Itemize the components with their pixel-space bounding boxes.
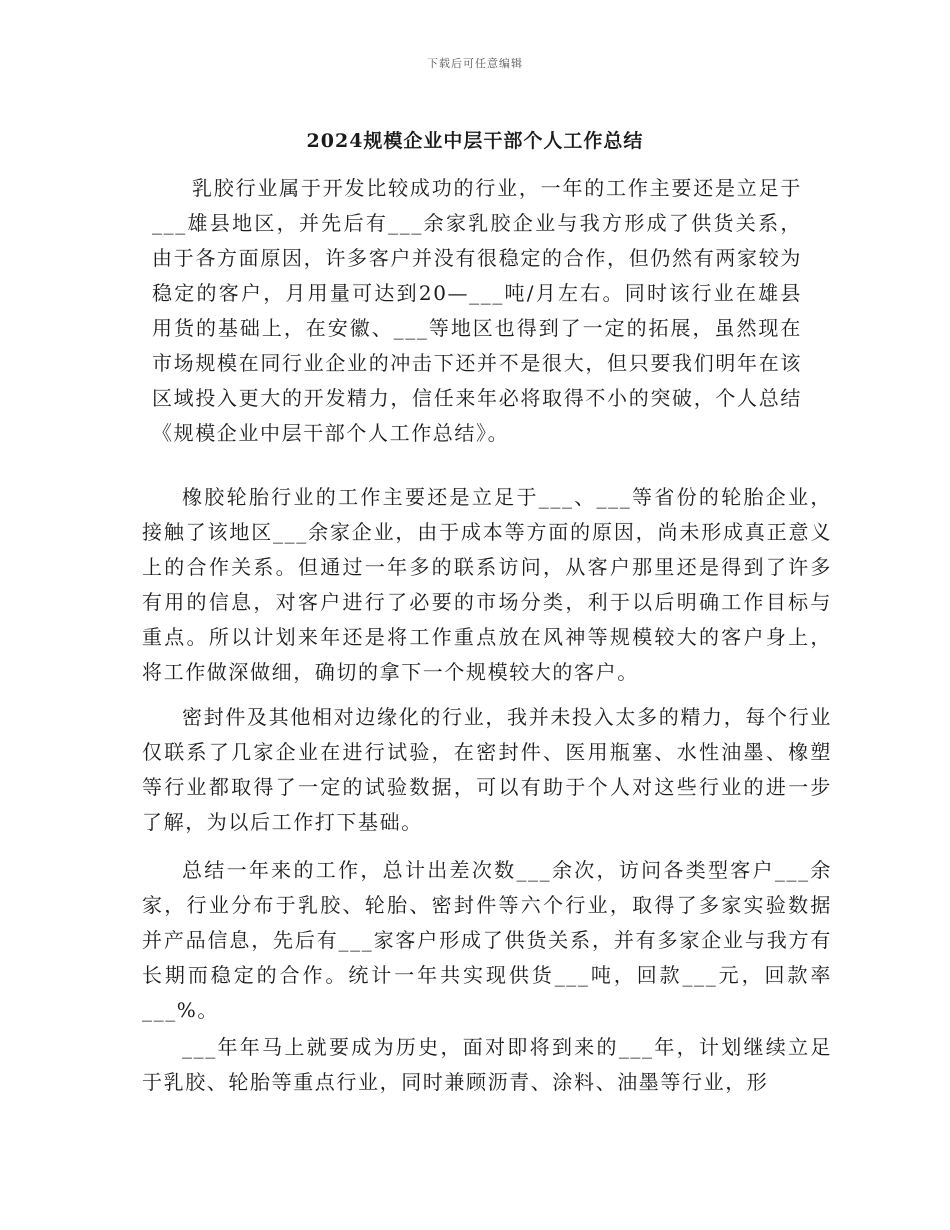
paragraph-latex-industry: 乳胶行业属于开发比较成功的行业，一年的工作主要还是立足于___雄县地区，并先后有___余家乳胶企业与我方形成了供货关系，由于各方面原因，许多客户并没有很稳定的合作，但仍然有两家较为稳定的客户，月用量可达到20—___吨/月左右。同时该行业在雄县用货的基础上，在安徽、___等地区也得到了一定的拓展，虽然现在市场规模在同行业企业的冲击下还并不是很大，但只要我们明年在该区域投入更大的开发精力，信任来年必将取得不小的突破，个人总结《规模企业中层干部个人工作总结》。 (152, 176, 802, 445)
paragraph-year-summary: 总结一年来的工作，总计出差次数___余次，访问各类型客户___余家，行业分布于乳胶、轮胎、密封件等六个行业，取得了多家实验数据并产品信息，先后有___家客户形成了供货关系，并有多家企业与我方有长期而稳定的合作。统计一年共实现供货___吨，回款___元，回款率___%。 (142, 858, 832, 1022)
paragraph-next-year-plan: ___年年马上就要成为历史，面对即将到来的___年，计划继续立足于乳胶、轮胎等重点行业，同时兼顾沥青、涂料、油墨等行业，形 (142, 1035, 832, 1094)
document-title: 2024规模企业中层干部个人工作总结 (306, 130, 644, 152)
paragraph-tire-industry: 橡胶轮胎行业的工作主要还是立足于___、___等省份的轮胎企业，接触了该地区___余家企业，由于成本等方面的原因，尚未形成真正意义上的合作关系。但通过一年多的联系访问，从客户那里还是得到了许多有用的信息，对客户进行了必要的市场分类，利于以后明确工作目标与重点。所以计划来年还是将工作重点放在风神等规模较大的客户身上，将工作做深做细，确切的拿下一个规模较大的客户。 (142, 485, 832, 684)
paragraph-seal-industry: 密封件及其他相对边缘化的行业，我并未投入太多的精力，每个行业仅联系了几家企业在进行试验，在密封件、医用瓶塞、水性油墨、橡塑等行业都取得了一定的试验数据，可以有助于个人对这些行业的进一步了解，为以后工作打下基础。 (142, 705, 832, 834)
header-note: 下载后可任意编辑 (427, 57, 523, 70)
